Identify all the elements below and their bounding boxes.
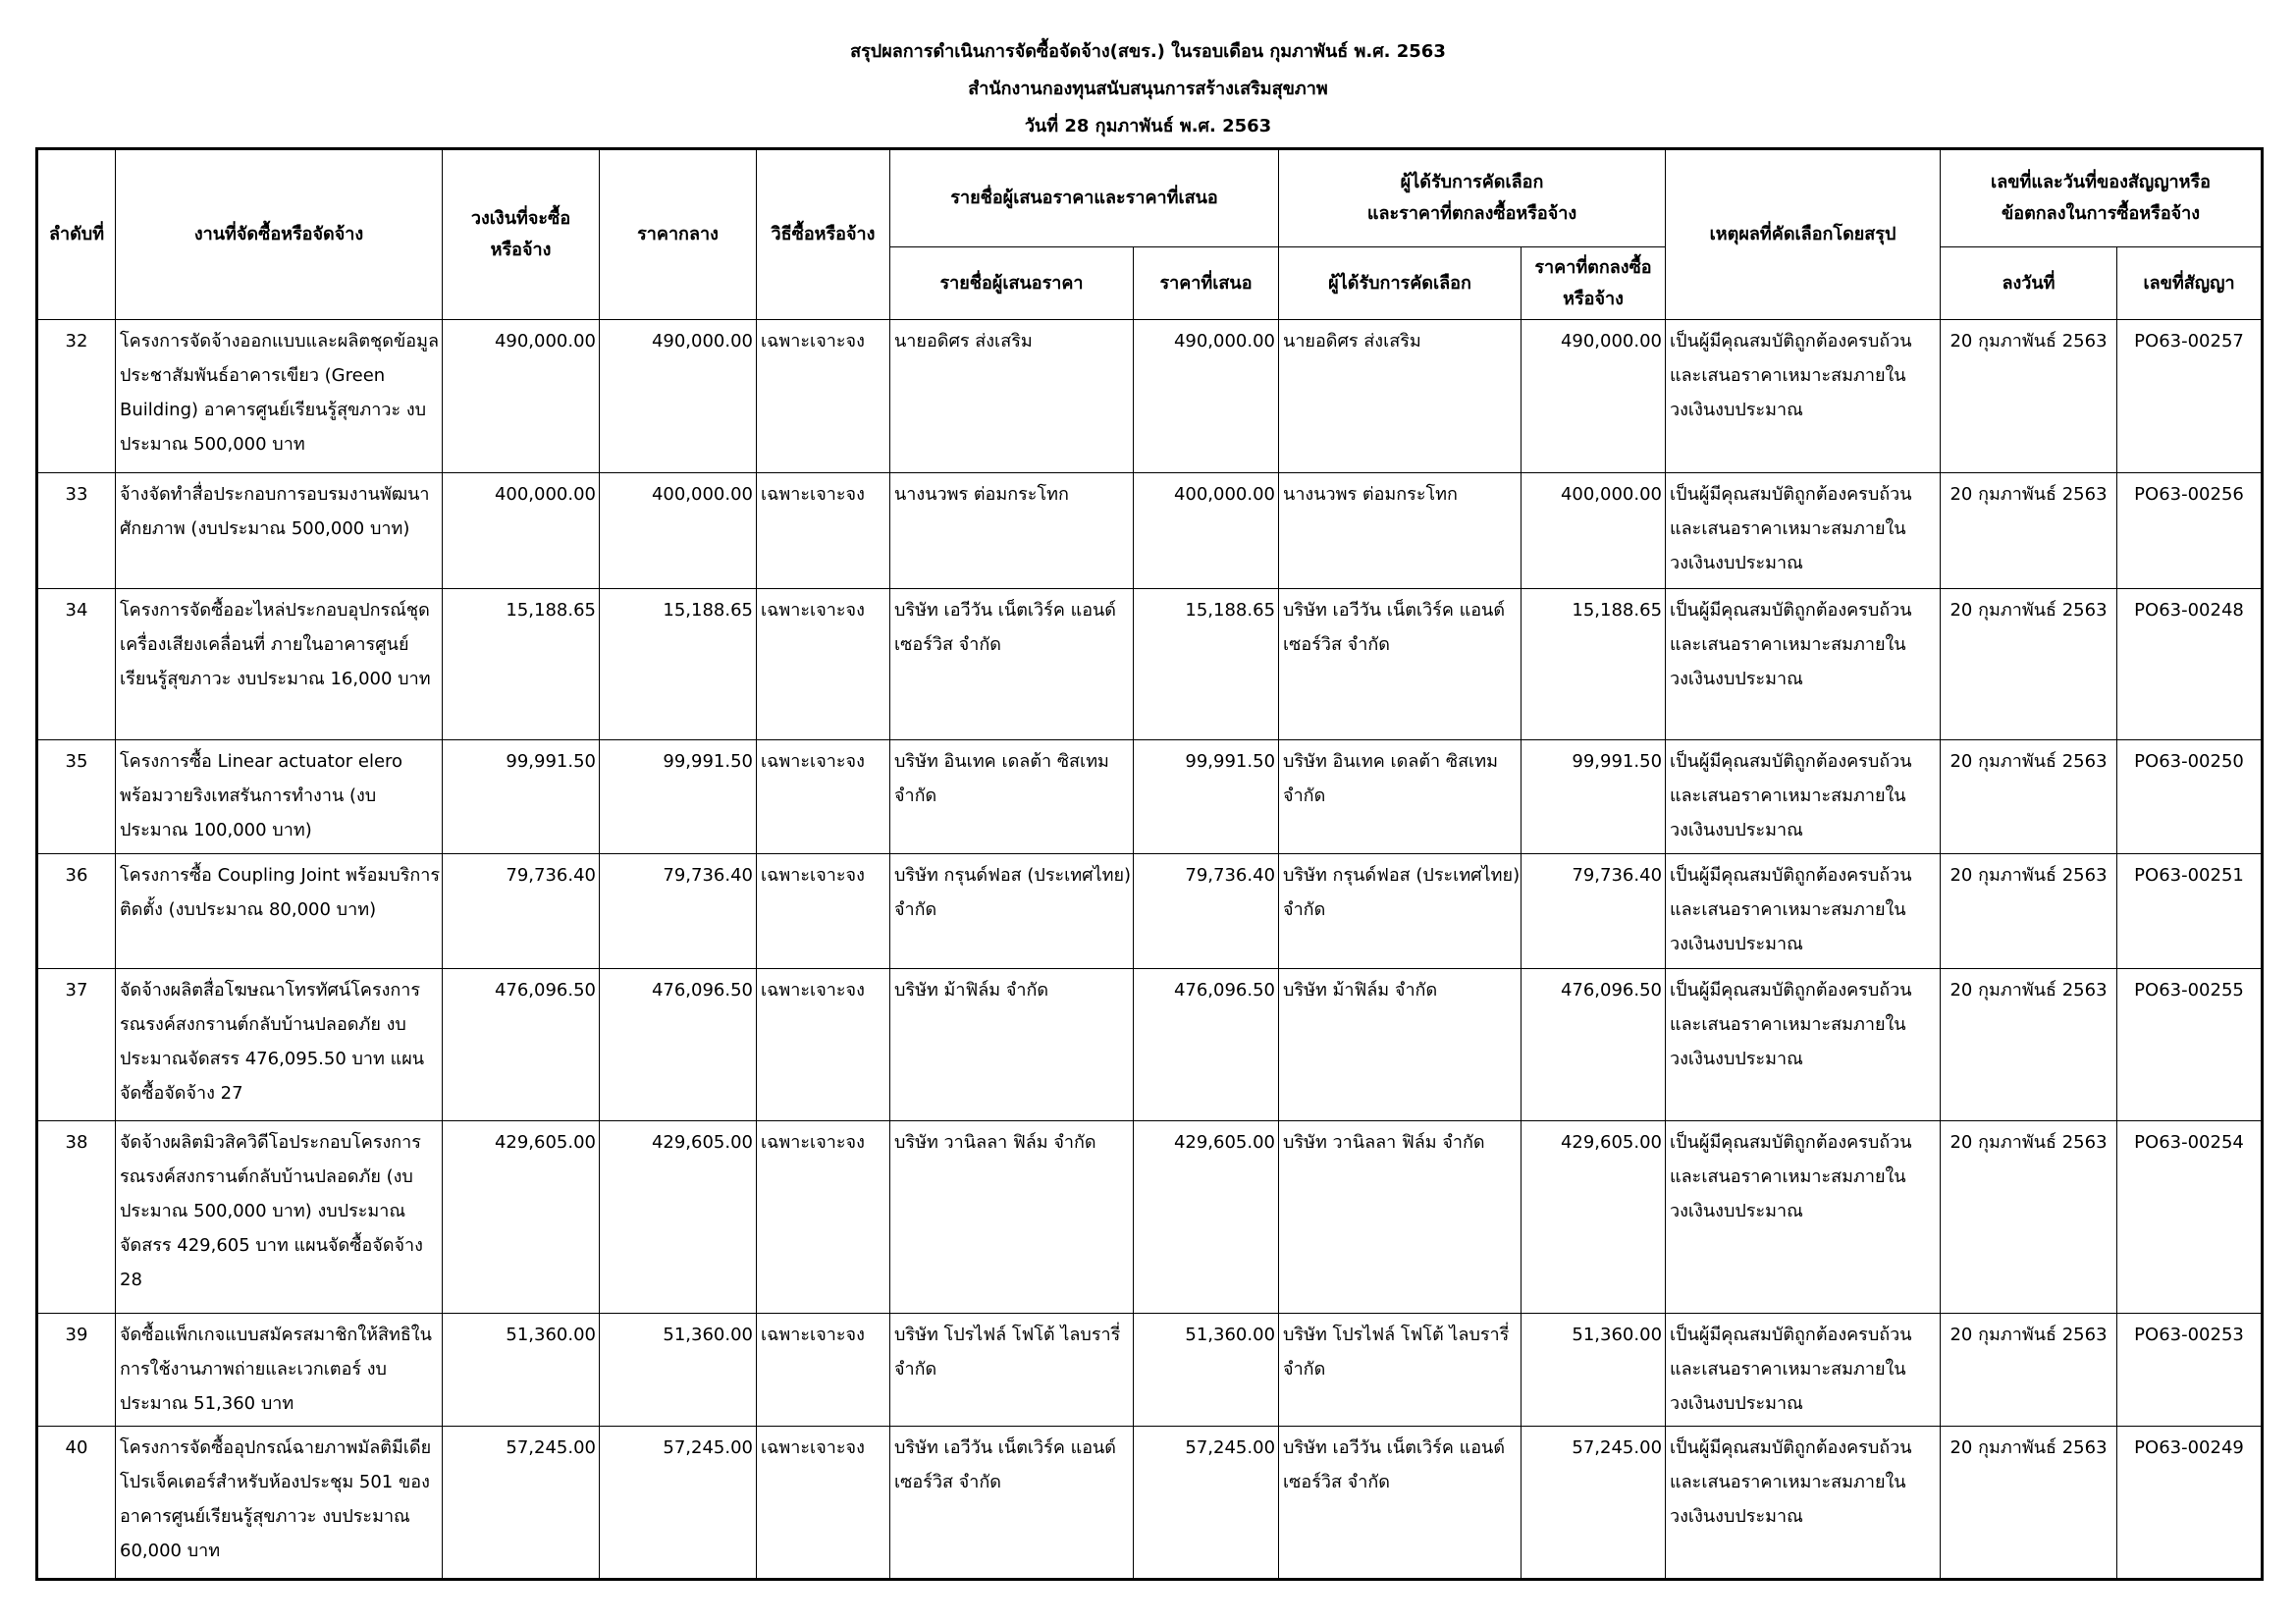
cell-method: เฉพาะเจาะจง bbox=[757, 589, 890, 740]
col-header-selected-group bbox=[1279, 149, 1666, 247]
cell-work: โครงการจัดจ้างออกแบบและผลิตชุดข้อมูลประชาสัมพันธ์อาคารเขียว (Green Building) อาคารศูนย์เรียนรู้สุขภาวะ งบประมาณ 500,000 บาท bbox=[116, 320, 443, 473]
cell-date: 20 กุมภาพันธ์ 2563 bbox=[1941, 1121, 2117, 1314]
cell-work: โครงการจัดซื้ออะไหล่ประกอบอุปกรณ์ชุดเครื่องเสียงเคลื่อนที่ ภายในอาคารศูนย์เรียนรู้สุขภาวะ งบประมาณ 16,000 บาท bbox=[116, 589, 443, 740]
cell-date: 20 กุมภาพันธ์ 2563 bbox=[1941, 320, 2117, 473]
cell-agreed: 99,991.50 bbox=[1522, 740, 1666, 854]
cell-date: 20 กุมภาพันธ์ 2563 bbox=[1941, 740, 2117, 854]
col-header-no: ลำดับที่ bbox=[37, 149, 116, 320]
cell-no: 38 bbox=[37, 1121, 116, 1314]
cell-selected: บริษัท เอวีวัน เน็ตเวิร์ค แอนด์ เซอร์วิส จำกัด bbox=[1279, 1427, 1522, 1580]
cell-date: 20 กุมภาพันธ์ 2563 bbox=[1941, 1314, 2117, 1427]
cell-budget: 99,991.50 bbox=[443, 740, 600, 854]
cell-selected: บริษัท ม้าฟิล์ม จำกัด bbox=[1279, 969, 1522, 1121]
cell-median: 490,000.00 bbox=[600, 320, 757, 473]
table-row bbox=[37, 320, 2263, 473]
cell-bidder: นางนวพร ต่อมกระโทก bbox=[890, 473, 1134, 589]
cell-median: 99,991.50 bbox=[600, 740, 757, 854]
cell-reason: เป็นผู้มีคุณสมบัติถูกต้องครบถ้วนและเสนอราคาเหมาะสมภายในวงเงินงบประมาณ bbox=[1666, 320, 1941, 473]
table-body bbox=[37, 320, 2263, 1580]
cell-selected: นายอดิศร ส่งเสริม bbox=[1279, 320, 1522, 473]
cell-bid: 490,000.00 bbox=[1134, 320, 1279, 473]
cell-budget: 400,000.00 bbox=[443, 473, 600, 589]
col-header-median: ราคากลาง bbox=[600, 149, 757, 320]
cell-reason: เป็นผู้มีคุณสมบัติถูกต้องครบถ้วนและเสนอราคาเหมาะสมภายในวงเงินงบประมาณ bbox=[1666, 1427, 1941, 1580]
cell-bid: 99,991.50 bbox=[1134, 740, 1279, 854]
document-title: สรุปผลการดำเนินการจัดซื้อจัดจ้าง(สขร.) ในรอบเดือน กุมภาพันธ์ พ.ศ. 2563 bbox=[850, 41, 1446, 62]
cell-work: โครงการจัดซื้ออุปกรณ์ฉายภาพมัลติมีเดียโปรเจ็คเตอร์สำหรับห้องประชุม 501 ของอาคารศูนย์เรียนรู้สุขภาวะ งบประมาณ 60,000 บาท bbox=[116, 1427, 443, 1580]
cell-selected: บริษัท อินเทค เดลต้า ซิสเทม จำกัด bbox=[1279, 740, 1522, 854]
table-row bbox=[37, 1427, 2263, 1580]
cell-contract: PO63-00254 bbox=[2117, 1121, 2263, 1314]
cell-reason: เป็นผู้มีคุณสมบัติถูกต้องครบถ้วนและเสนอราคาเหมาะสมภายในวงเงินงบประมาณ bbox=[1666, 1121, 1941, 1314]
table-row bbox=[37, 1121, 2263, 1314]
cell-method: เฉพาะเจาะจง bbox=[757, 854, 890, 969]
cell-method: เฉพาะเจาะจง bbox=[757, 1121, 890, 1314]
cell-selected: บริษัท กรุนด์ฟอส (ประเทศไทย) จำกัด bbox=[1279, 854, 1522, 969]
cell-no: 37 bbox=[37, 969, 116, 1121]
cell-date: 20 กุมภาพันธ์ 2563 bbox=[1941, 589, 2117, 740]
col-header-work: งานที่จัดซื้อหรือจัดจ้าง bbox=[116, 149, 443, 320]
col-header-budget bbox=[443, 149, 600, 320]
cell-agreed: 429,605.00 bbox=[1522, 1121, 1666, 1314]
cell-median: 15,188.65 bbox=[600, 589, 757, 740]
cell-reason: เป็นผู้มีคุณสมบัติถูกต้องครบถ้วนและเสนอราคาเหมาะสมภายในวงเงินงบประมาณ bbox=[1666, 740, 1941, 854]
cell-reason: เป็นผู้มีคุณสมบัติถูกต้องครบถ้วนและเสนอราคาเหมาะสมภายในวงเงินงบประมาณ bbox=[1666, 589, 1941, 740]
cell-bid: 429,605.00 bbox=[1134, 1121, 1279, 1314]
table-row bbox=[37, 1314, 2263, 1427]
cell-budget: 490,000.00 bbox=[443, 320, 600, 473]
cell-bid: 400,000.00 bbox=[1134, 473, 1279, 589]
cell-selected: บริษัท เอวีวัน เน็ตเวิร์ค แอนด์ เซอร์วิส จำกัด bbox=[1279, 589, 1522, 740]
cell-contract: PO63-00250 bbox=[2117, 740, 2263, 854]
cell-bidder: บริษัท อินเทค เดลต้า ซิสเทม จำกัด bbox=[890, 740, 1134, 854]
cell-reason: เป็นผู้มีคุณสมบัติถูกต้องครบถ้วนและเสนอราคาเหมาะสมภายในวงเงินงบประมาณ bbox=[1666, 969, 1941, 1121]
cell-contract: PO63-00248 bbox=[2117, 589, 2263, 740]
cell-agreed: 15,188.65 bbox=[1522, 589, 1666, 740]
cell-budget: 429,605.00 bbox=[443, 1121, 600, 1314]
cell-contract: PO63-00255 bbox=[2117, 969, 2263, 1121]
cell-method: เฉพาะเจาะจง bbox=[757, 1427, 890, 1580]
cell-contract: PO63-00256 bbox=[2117, 473, 2263, 589]
col-header-contract-group-line2: ข้อตกลงในการซื้อหรือจ้าง bbox=[2001, 203, 2201, 224]
cell-method: เฉพาะเจาะจง bbox=[757, 969, 890, 1121]
col-header-contract-group-line1: เลขที่และวันที่ของสัญญาหรือ bbox=[1991, 172, 2211, 192]
cell-agreed: 79,736.40 bbox=[1522, 854, 1666, 969]
cell-bid: 476,096.50 bbox=[1134, 969, 1279, 1121]
col-header-agreed-price-line2: หรือจ้าง bbox=[1563, 288, 1624, 309]
col-header-bid-price: ราคาที่เสนอ bbox=[1134, 247, 1279, 320]
col-header-bidder-name: รายชื่อผู้เสนอราคา bbox=[890, 247, 1134, 320]
col-header-selected-name: ผู้ได้รับการคัดเลือก bbox=[1279, 247, 1522, 320]
table-row bbox=[37, 969, 2263, 1121]
cell-reason: เป็นผู้มีคุณสมบัติถูกต้องครบถ้วนและเสนอราคาเหมาะสมภายในวงเงินงบประมาณ bbox=[1666, 473, 1941, 589]
cell-contract: PO63-00249 bbox=[2117, 1427, 2263, 1580]
cell-work: จ้างจัดทำสื่อประกอบการอบรมงานพัฒนาศักยภาพ (งบประมาณ 500,000 บาท) bbox=[116, 473, 443, 589]
cell-no: 40 bbox=[37, 1427, 116, 1580]
cell-median: 400,000.00 bbox=[600, 473, 757, 589]
cell-work: จัดซื้อแพ็กเกจแบบสมัครสมาชิกให้สิทธิในการใช้งานภาพถ่ายและเวกเตอร์ งบประมาณ 51,360 บาท bbox=[116, 1314, 443, 1427]
cell-bid: 51,360.00 bbox=[1134, 1314, 1279, 1427]
cell-method: เฉพาะเจาะจง bbox=[757, 473, 890, 589]
cell-budget: 476,096.50 bbox=[443, 969, 600, 1121]
cell-reason: เป็นผู้มีคุณสมบัติถูกต้องครบถ้วนและเสนอราคาเหมาะสมภายในวงเงินงบประมาณ bbox=[1666, 854, 1941, 969]
cell-median: 51,360.00 bbox=[600, 1314, 757, 1427]
col-header-agreed-price bbox=[1522, 247, 1666, 320]
table-row bbox=[37, 740, 2263, 854]
cell-no: 34 bbox=[37, 589, 116, 740]
cell-date: 20 กุมภาพันธ์ 2563 bbox=[1941, 1427, 2117, 1580]
cell-budget: 57,245.00 bbox=[443, 1427, 600, 1580]
col-header-agreed-price-line1: ราคาที่ตกลงซื้อ bbox=[1534, 256, 1652, 278]
cell-bidder: บริษัท ม้าฟิล์ม จำกัด bbox=[890, 969, 1134, 1121]
cell-bidder: บริษัท กรุนด์ฟอส (ประเทศไทย) จำกัด bbox=[890, 854, 1134, 969]
table-row bbox=[37, 589, 2263, 740]
col-header-contract-group bbox=[1941, 149, 2263, 247]
col-header-budget-line1: วงเงินที่จะซื้อ bbox=[470, 208, 571, 229]
cell-bid: 15,188.65 bbox=[1134, 589, 1279, 740]
cell-median: 476,096.50 bbox=[600, 969, 757, 1121]
cell-budget: 51,360.00 bbox=[443, 1314, 600, 1427]
cell-agreed: 51,360.00 bbox=[1522, 1314, 1666, 1427]
cell-agreed: 490,000.00 bbox=[1522, 320, 1666, 473]
table-row bbox=[37, 473, 2263, 589]
cell-no: 39 bbox=[37, 1314, 116, 1427]
cell-contract: PO63-00251 bbox=[2117, 854, 2263, 969]
col-header-reason: เหตุผลที่คัดเลือกโดยสรุป bbox=[1666, 149, 1941, 320]
col-header-method: วิธีซื้อหรือจ้าง bbox=[757, 149, 890, 320]
cell-no: 32 bbox=[37, 320, 116, 473]
cell-contract: PO63-00253 bbox=[2117, 1314, 2263, 1427]
cell-method: เฉพาะเจาะจง bbox=[757, 320, 890, 473]
cell-date: 20 กุมภาพันธ์ 2563 bbox=[1941, 854, 2117, 969]
cell-contract: PO63-00257 bbox=[2117, 320, 2263, 473]
cell-bidder: บริษัท โปรไฟล์ โฟโต้ ไลบรารี่ จำกัด bbox=[890, 1314, 1134, 1427]
cell-bid: 57,245.00 bbox=[1134, 1427, 1279, 1580]
col-header-budget-line2: หรือจ้าง bbox=[490, 240, 552, 260]
procurement-table bbox=[35, 147, 2264, 1581]
cell-bidder: บริษัท วานิลลา ฟิล์ม จำกัด bbox=[890, 1121, 1134, 1314]
cell-selected: บริษัท วานิลลา ฟิล์ม จำกัด bbox=[1279, 1121, 1522, 1314]
col-header-bidders-group: รายชื่อผู้เสนอราคาและราคาที่เสนอ bbox=[890, 149, 1279, 247]
cell-agreed: 476,096.50 bbox=[1522, 969, 1666, 1121]
cell-date: 20 กุมภาพันธ์ 2563 bbox=[1941, 969, 2117, 1121]
cell-no: 35 bbox=[37, 740, 116, 854]
cell-work: จัดจ้างผลิตมิวสิควิดีโอประกอบโครงการรณรงค์สงกรานต์กลับบ้านปลอดภัย (งบประมาณ 500,000 บาท) งบประมาณจัดสรร 429,605 บาท แผนจัดซื้อจัดจ้าง 28 bbox=[116, 1121, 443, 1314]
cell-selected: นางนวพร ต่อมกระโทก bbox=[1279, 473, 1522, 589]
cell-agreed: 400,000.00 bbox=[1522, 473, 1666, 589]
cell-bidder: บริษัท เอวีวัน เน็ตเวิร์ค แอนด์ เซอร์วิส จำกัด bbox=[890, 1427, 1134, 1580]
cell-method: เฉพาะเจาะจง bbox=[757, 740, 890, 854]
cell-work: โครงการซื้อ Coupling Joint พร้อมบริการติดตั้ง (งบประมาณ 80,000 บาท) bbox=[116, 854, 443, 969]
cell-work: จัดจ้างผลิตสื่อโฆษณาโทรทัศน์โครงการรณรงค์สงกรานต์กลับบ้านปลอดภัย งบประมาณจัดสรร 476,095.50 บาท แผนจัดซื้อจัดจ้าง 27 bbox=[116, 969, 443, 1121]
col-header-contract-no: เลขที่สัญญา bbox=[2117, 247, 2263, 320]
cell-no: 36 bbox=[37, 854, 116, 969]
cell-budget: 15,188.65 bbox=[443, 589, 600, 740]
cell-budget: 79,736.40 bbox=[443, 854, 600, 969]
col-header-selected-group-line1: ผู้ได้รับการคัดเลือก bbox=[1400, 172, 1544, 192]
cell-bidder: บริษัท เอวีวัน เน็ตเวิร์ค แอนด์ เซอร์วิส จำกัด bbox=[890, 589, 1134, 740]
cell-date: 20 กุมภาพันธ์ 2563 bbox=[1941, 473, 2117, 589]
table-row bbox=[37, 854, 2263, 969]
cell-selected: บริษัท โปรไฟล์ โฟโต้ ไลบรารี่ จำกัด bbox=[1279, 1314, 1522, 1427]
cell-agreed: 57,245.00 bbox=[1522, 1427, 1666, 1580]
col-header-contract-date: ลงวันที่ bbox=[1941, 247, 2117, 320]
col-header-selected-group-line2: และราคาที่ตกลงซื้อหรือจ้าง bbox=[1366, 203, 1577, 224]
cell-bidder: นายอดิศร ส่งเสริม bbox=[890, 320, 1134, 473]
organization-name: สำนักงานกองทุนสนับสนุนการสร้างเสริมสุขภาพ bbox=[968, 79, 1328, 99]
cell-no: 33 bbox=[37, 473, 116, 589]
cell-method: เฉพาะเจาะจง bbox=[757, 1314, 890, 1427]
cell-median: 79,736.40 bbox=[600, 854, 757, 969]
cell-median: 429,605.00 bbox=[600, 1121, 757, 1314]
cell-median: 57,245.00 bbox=[600, 1427, 757, 1580]
cell-bid: 79,736.40 bbox=[1134, 854, 1279, 969]
cell-reason: เป็นผู้มีคุณสมบัติถูกต้องครบถ้วนและเสนอราคาเหมาะสมภายในวงเงินงบประมาณ bbox=[1666, 1314, 1941, 1427]
document-date: วันที่ 28 กุมภาพันธ์ พ.ศ. 2563 bbox=[1024, 116, 1272, 136]
cell-work: โครงการซื้อ Linear actuator elero พร้อมวายริงเทสรันการทำงาน (งบประมาณ 100,000 บาท) bbox=[116, 740, 443, 854]
